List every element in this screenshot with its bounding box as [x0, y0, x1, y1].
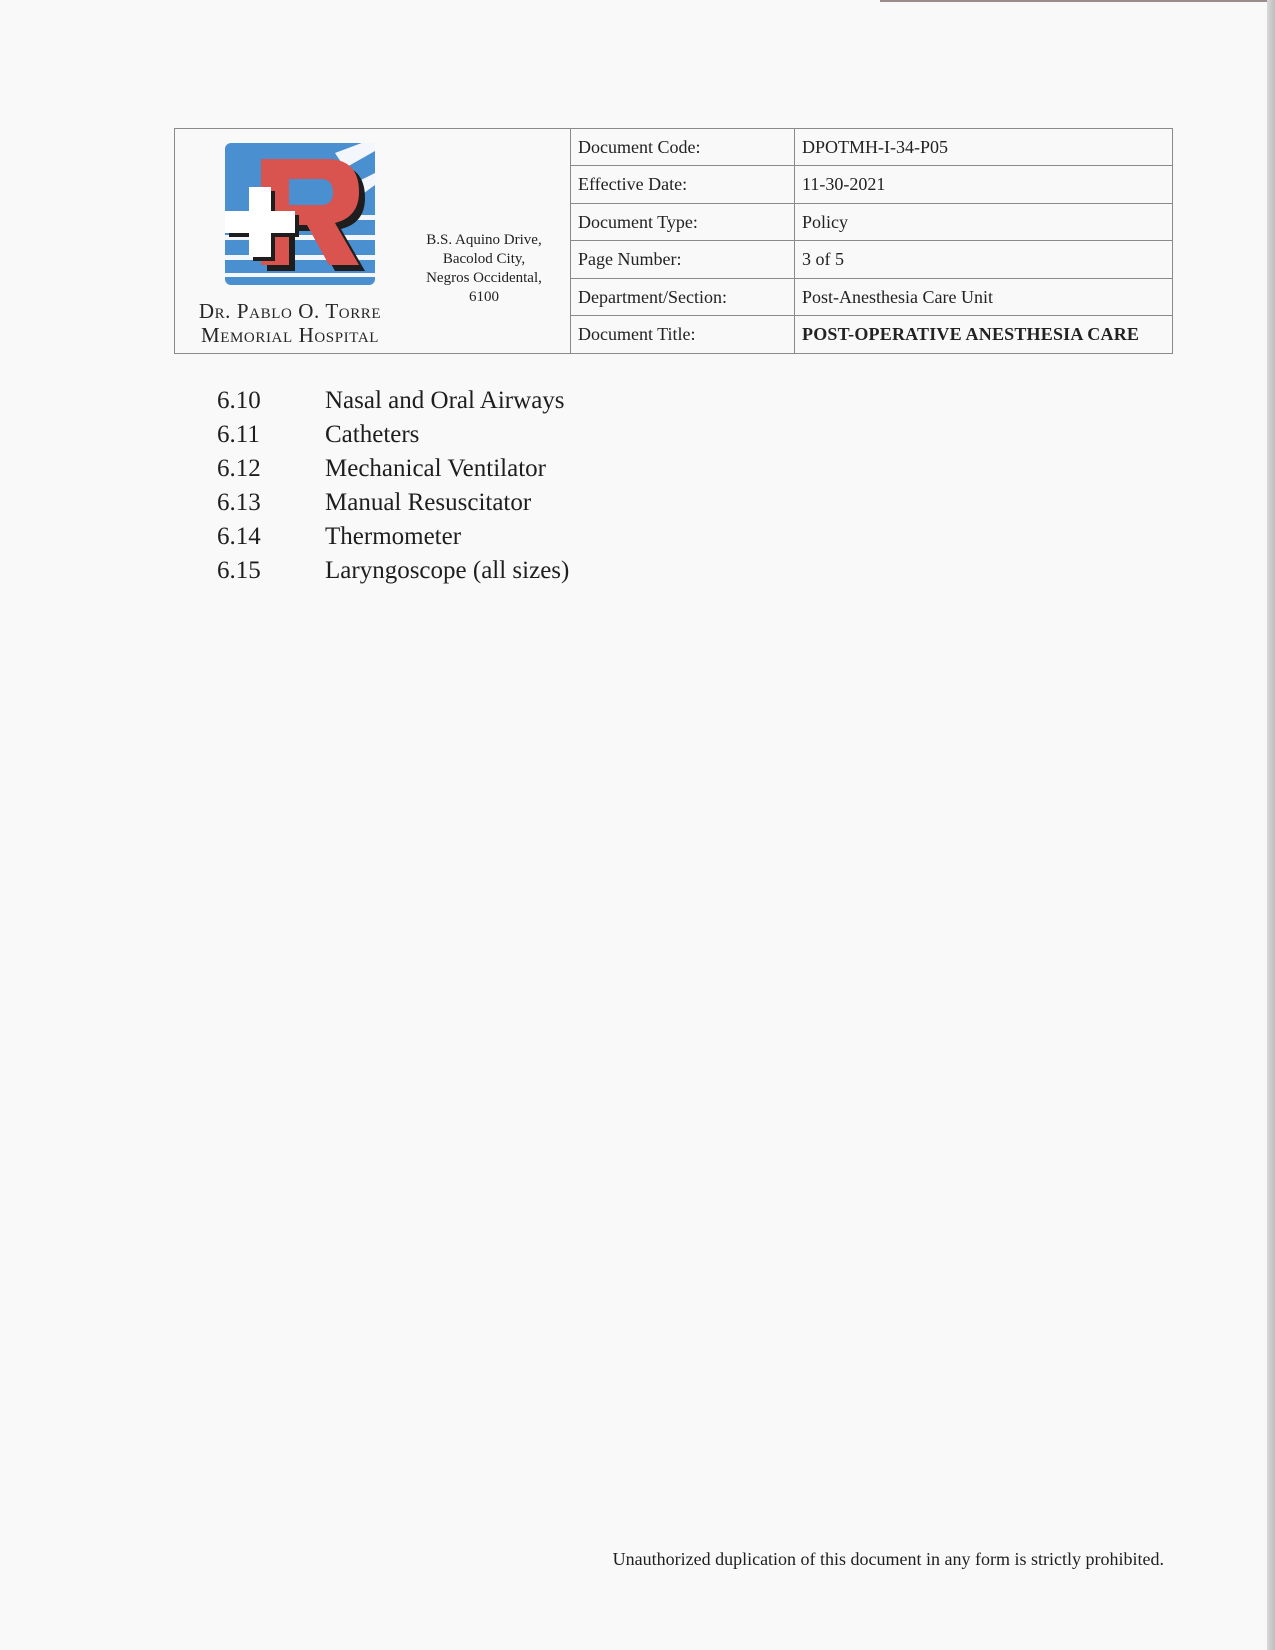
- hospital-name-line2: Memorial Hospital: [200, 323, 380, 347]
- info-row-effective-date: [571, 166, 1172, 204]
- item-text: Nasal and Oral Airways: [325, 387, 565, 414]
- item-text: Thermometer: [325, 523, 462, 550]
- item-number: 6.12: [217, 455, 261, 482]
- item-number: 6.11: [217, 421, 260, 448]
- info-value: 3 of 5: [795, 241, 1173, 279]
- hospital-name-line1: Dr. Pablo O. Torre: [198, 299, 382, 323]
- hospital-brand: [175, 129, 571, 353]
- equipment-list: [217, 384, 569, 588]
- info-label: Document Title:: [571, 316, 795, 353]
- info-row-department: [571, 278, 1172, 316]
- page-top-edge: [880, 0, 1267, 2]
- document-info-table: [571, 129, 1172, 353]
- item-text: Catheters: [325, 421, 420, 448]
- document-header: [174, 128, 1173, 354]
- item-text: Manual Resuscitator: [325, 489, 532, 516]
- address-line: 6100: [469, 289, 499, 305]
- item-number: 6.14: [217, 523, 261, 550]
- list-item: [217, 520, 569, 554]
- info-value: DPOTMH-I-34-P05: [795, 129, 1173, 166]
- address-line: B.S. Aquino Drive,: [426, 232, 542, 248]
- document-title: POST-OPERATIVE ANESTHESIA CARE: [802, 324, 1140, 345]
- hospital-name: [175, 299, 405, 347]
- info-value: Post-Anesthesia Care Unit: [795, 278, 1173, 316]
- info-label: Page Number:: [571, 241, 795, 279]
- footer-notice: Unauthorized duplication of this document in any form is strictly prohibited.: [612, 1549, 1164, 1569]
- address-line: Bacolod City,: [442, 251, 526, 267]
- info-label: Department/Section:: [571, 278, 795, 316]
- list-item: [217, 554, 569, 588]
- info-row-page-number: [571, 241, 1172, 279]
- list-item: [217, 486, 569, 520]
- item-number: 6.13: [217, 489, 261, 516]
- info-value: Policy: [795, 203, 1173, 241]
- item-number: 6.10: [217, 387, 261, 414]
- item-number: 6.15: [217, 557, 261, 584]
- info-row-document-title: [571, 316, 1172, 353]
- info-value: 11-30-2021: [795, 166, 1173, 204]
- address-line: Negros Occidental,: [426, 270, 542, 286]
- info-label: Effective Date:: [571, 166, 795, 204]
- info-row-document-code: [571, 129, 1172, 166]
- hospital-address: [405, 231, 563, 307]
- list-item: [217, 384, 569, 418]
- list-item: [217, 418, 569, 452]
- list-item: [217, 452, 569, 486]
- info-label: Document Code:: [571, 129, 795, 166]
- item-text: Laryngoscope (all sizes): [325, 557, 570, 584]
- hospital-logo-icon: [215, 143, 377, 297]
- item-text: Mechanical Ventilator: [325, 455, 546, 482]
- info-row-document-type: [571, 203, 1172, 241]
- page-right-edge: [1267, 0, 1275, 1650]
- info-label: Document Type:: [571, 203, 795, 241]
